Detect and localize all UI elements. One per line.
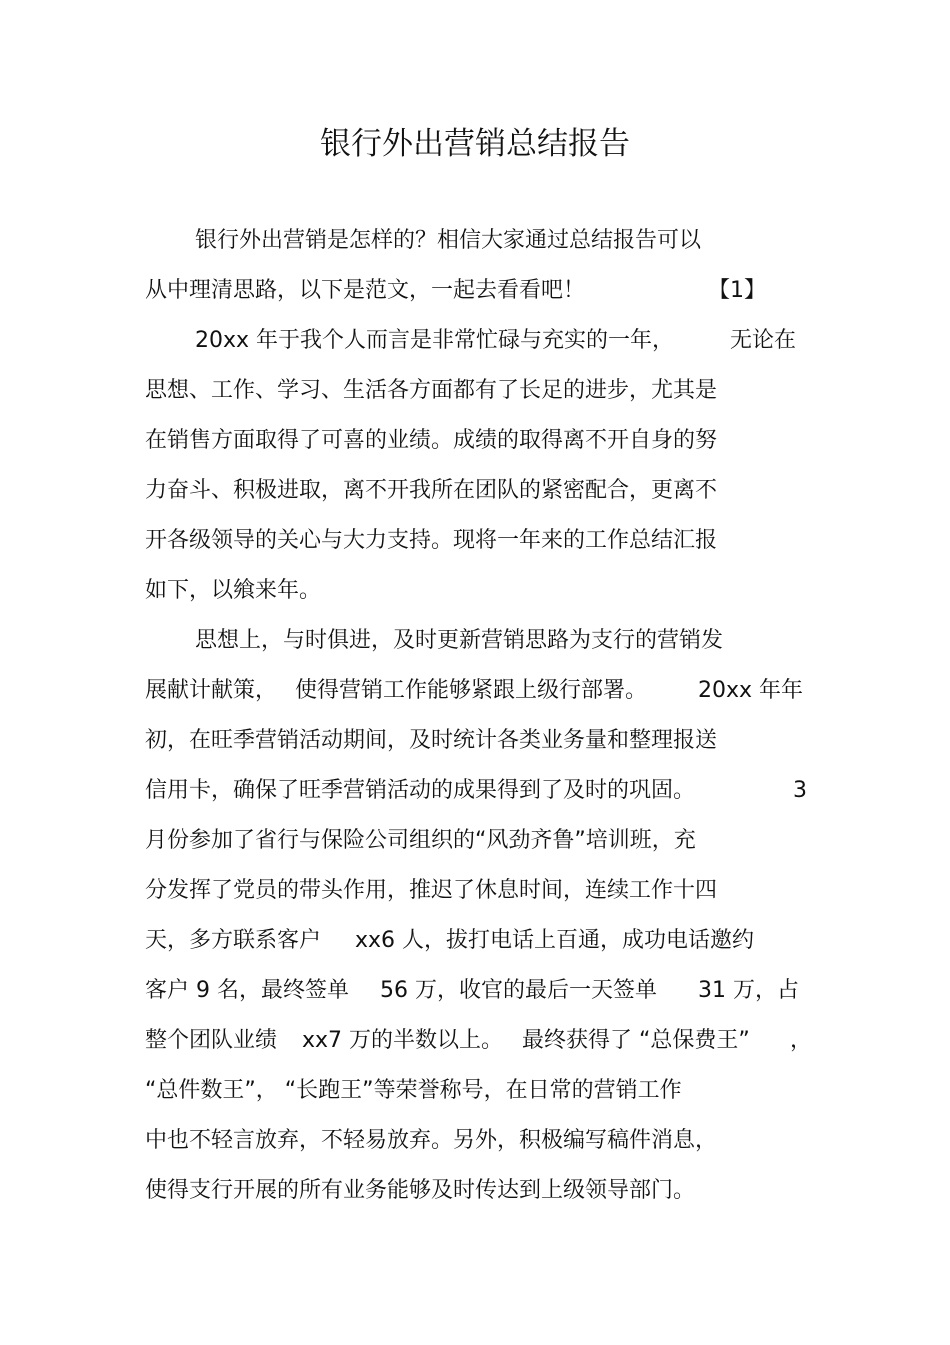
line-text: 分发挥了党员的带头作用，推迟了休息时间，连续工作十四 [145,878,718,903]
line-tail: ， [790,1028,813,1053]
line-text: 月份参加了省行与保险公司组织的“风劲齐鲁”培训班，充 [145,828,696,853]
line-text: 使得支行开展的所有业务能够及时传达到上级领导部门。 [145,1178,696,1203]
line-tail: 3 [793,778,807,803]
line-text: 力奋斗、积极进取，离不开我所在团队的紧密配合，更离不 [145,478,718,503]
reference-marker: 【1】 [708,278,766,303]
line-text: 思想上，与时俱进，及时更新营销思路为支行的营销发 [195,628,724,653]
line-text: 展献计献策， [145,678,278,703]
line-text: 从中理清思路，以下是范文，一起去看看吧！ [145,278,586,303]
line-text: 如下，以飨来年。 [145,578,322,603]
line-tail: 无论在 [730,328,797,353]
document-title: 银行外出营销总结报告 [320,126,630,162]
line-text: 银行外出营销是怎样的？相信大家通过总结报告可以 [195,228,702,253]
line-text: 客户 9 名，最终签单 [145,978,349,1003]
line-text: 天，多方联系客户 [145,928,322,953]
line-text: 在销售方面取得了可喜的业绩。成绩的取得离不开自身的努 [145,428,718,453]
line-tail: 31 万，占 [698,978,799,1003]
line-mid: xx7 万的半数以上。 [302,1028,504,1053]
line-text: 整个团队业绩 [145,1028,278,1053]
line-mid: 56 万，收官的最后一天签单 [380,978,657,1003]
line-mid: 使得营销工作能够紧跟上级行部署。 [295,678,648,703]
line-mid-2: 最终获得了 “总保费王” [522,1028,750,1053]
line-text: “总件数王”， “长跑王”等荣誉称号，在日常的营销工作 [145,1078,682,1103]
line-text: 信用卡，确保了旺季营销活动的成果得到了及时的巩固。 [145,778,696,803]
line-tail: 20xx 年年 [698,678,804,703]
line-text: 初，在旺季营销活动期间，及时统计各类业务量和整理报送 [145,728,718,753]
line-text: 思想、工作、学习、生活各方面都有了长足的进步，尤其是 [145,378,718,403]
line-text: 20xx 年于我个人而言是非常忙碌与充实的一年， [195,328,675,353]
line-text: 中也不轻言放弃，不轻易放弃。另外，积极编写稿件消息， [145,1128,718,1153]
line-text: 开各级领导的关心与大力支持。现将一年来的工作总结汇报 [145,528,718,553]
line-mid: xx6 人，拔打电话上百通，成功电话邀约 [355,928,755,953]
